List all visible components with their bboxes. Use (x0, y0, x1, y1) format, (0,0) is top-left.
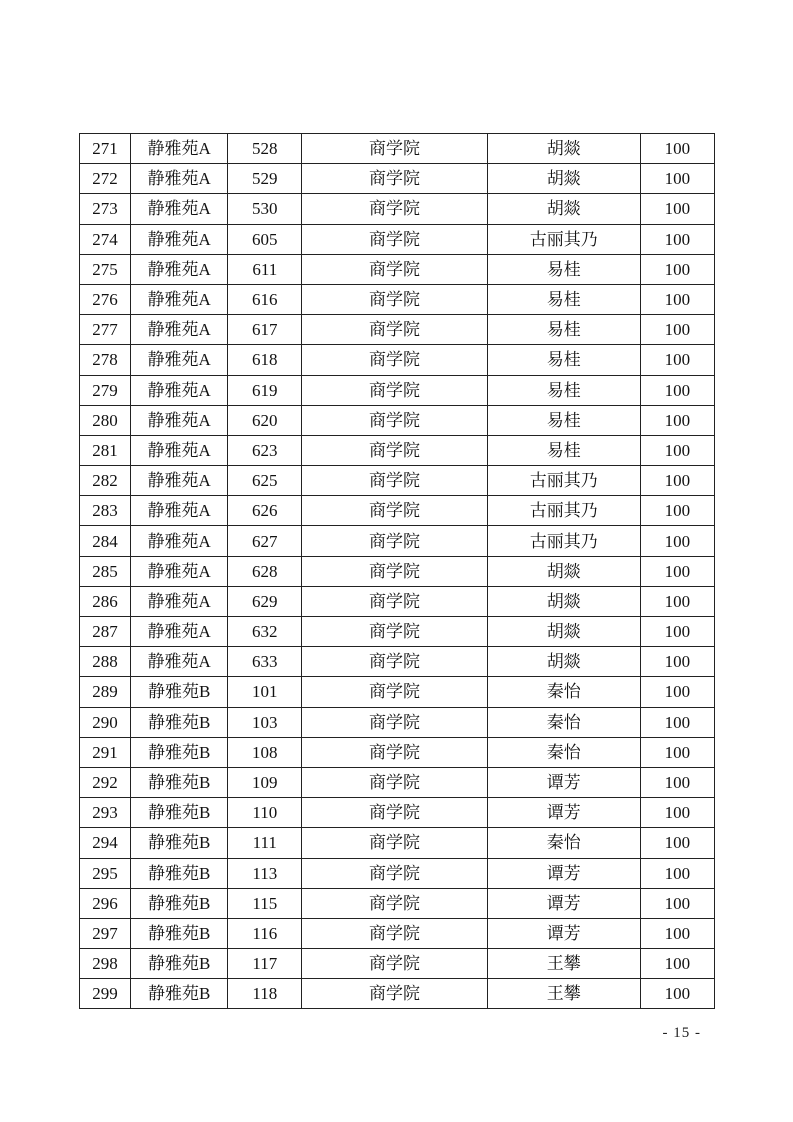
room-cell: 103 (228, 707, 302, 737)
counselor-cell: 古丽其乃 (487, 496, 640, 526)
score-cell: 100 (640, 586, 714, 616)
college-cell: 商学院 (302, 164, 487, 194)
row-number-cell: 293 (80, 798, 131, 828)
building-cell: 静雅苑B (131, 979, 228, 1009)
counselor-cell: 秦怡 (487, 828, 640, 858)
counselor-cell: 秦怡 (487, 707, 640, 737)
building-cell: 静雅苑A (131, 647, 228, 677)
building-cell: 静雅苑B (131, 949, 228, 979)
counselor-cell: 胡燚 (487, 647, 640, 677)
room-cell: 530 (228, 194, 302, 224)
room-cell: 113 (228, 858, 302, 888)
college-cell: 商学院 (302, 586, 487, 616)
table-row (80, 496, 715, 526)
score-cell: 100 (640, 556, 714, 586)
table-row (80, 858, 715, 888)
counselor-cell: 易桂 (487, 284, 640, 314)
building-cell: 静雅苑A (131, 405, 228, 435)
counselor-cell: 谭芳 (487, 767, 640, 797)
building-cell: 静雅苑A (131, 194, 228, 224)
table-row (80, 466, 715, 496)
score-cell: 100 (640, 526, 714, 556)
college-cell: 商学院 (302, 949, 487, 979)
table-row (80, 194, 715, 224)
room-cell: 616 (228, 284, 302, 314)
college-cell: 商学院 (302, 405, 487, 435)
row-number-cell: 296 (80, 888, 131, 918)
score-cell: 100 (640, 194, 714, 224)
table-row (80, 315, 715, 345)
row-number-cell: 286 (80, 586, 131, 616)
score-cell: 100 (640, 677, 714, 707)
counselor-cell: 谭芳 (487, 798, 640, 828)
row-number-cell: 285 (80, 556, 131, 586)
counselor-cell: 王攀 (487, 949, 640, 979)
building-cell: 静雅苑A (131, 466, 228, 496)
table-row (80, 375, 715, 405)
room-cell: 627 (228, 526, 302, 556)
college-cell: 商学院 (302, 918, 487, 948)
score-cell: 100 (640, 284, 714, 314)
row-number-cell: 291 (80, 737, 131, 767)
score-cell: 100 (640, 345, 714, 375)
college-cell: 商学院 (302, 315, 487, 345)
counselor-cell: 易桂 (487, 435, 640, 465)
building-cell: 静雅苑B (131, 798, 228, 828)
row-number-cell: 278 (80, 345, 131, 375)
row-number-cell: 271 (80, 134, 131, 164)
building-cell: 静雅苑A (131, 617, 228, 647)
counselor-cell: 胡燚 (487, 134, 640, 164)
row-number-cell: 284 (80, 526, 131, 556)
college-cell: 商学院 (302, 828, 487, 858)
college-cell: 商学院 (302, 858, 487, 888)
college-cell: 商学院 (302, 526, 487, 556)
row-number-cell: 279 (80, 375, 131, 405)
college-cell: 商学院 (302, 435, 487, 465)
counselor-cell: 古丽其乃 (487, 224, 640, 254)
table-row (80, 737, 715, 767)
counselor-cell: 易桂 (487, 254, 640, 284)
table-row (80, 949, 715, 979)
building-cell: 静雅苑A (131, 254, 228, 284)
counselor-cell: 谭芳 (487, 888, 640, 918)
college-cell: 商学院 (302, 224, 487, 254)
college-cell: 商学院 (302, 979, 487, 1009)
college-cell: 商学院 (302, 194, 487, 224)
table-row (80, 617, 715, 647)
row-number-cell: 275 (80, 254, 131, 284)
room-cell: 111 (228, 828, 302, 858)
building-cell: 静雅苑A (131, 345, 228, 375)
table-row (80, 556, 715, 586)
room-cell: 620 (228, 405, 302, 435)
counselor-cell: 胡燚 (487, 617, 640, 647)
room-cell: 115 (228, 888, 302, 918)
table-row (80, 435, 715, 465)
college-cell: 商学院 (302, 134, 487, 164)
table-row (80, 586, 715, 616)
room-cell: 116 (228, 918, 302, 948)
score-cell: 100 (640, 617, 714, 647)
row-number-cell: 272 (80, 164, 131, 194)
score-cell: 100 (640, 315, 714, 345)
row-number-cell: 294 (80, 828, 131, 858)
college-cell: 商学院 (302, 677, 487, 707)
score-cell: 100 (640, 466, 714, 496)
college-cell: 商学院 (302, 556, 487, 586)
score-cell: 100 (640, 737, 714, 767)
college-cell: 商学院 (302, 737, 487, 767)
table-row (80, 526, 715, 556)
building-cell: 静雅苑A (131, 224, 228, 254)
building-cell: 静雅苑A (131, 586, 228, 616)
table-row (80, 979, 715, 1009)
counselor-cell: 古丽其乃 (487, 466, 640, 496)
building-cell: 静雅苑A (131, 315, 228, 345)
table-row (80, 405, 715, 435)
building-cell: 静雅苑A (131, 375, 228, 405)
table-row (80, 677, 715, 707)
row-number-cell: 290 (80, 707, 131, 737)
row-number-cell: 281 (80, 435, 131, 465)
college-cell: 商学院 (302, 888, 487, 918)
table-row (80, 224, 715, 254)
table-row (80, 767, 715, 797)
room-cell: 118 (228, 979, 302, 1009)
row-number-cell: 297 (80, 918, 131, 948)
college-cell: 商学院 (302, 647, 487, 677)
row-number-cell: 287 (80, 617, 131, 647)
room-cell: 108 (228, 737, 302, 767)
room-cell: 110 (228, 798, 302, 828)
table-row (80, 345, 715, 375)
room-cell: 611 (228, 254, 302, 284)
college-cell: 商学院 (302, 466, 487, 496)
row-number-cell: 277 (80, 315, 131, 345)
room-cell: 626 (228, 496, 302, 526)
room-cell: 628 (228, 556, 302, 586)
college-cell: 商学院 (302, 375, 487, 405)
building-cell: 静雅苑A (131, 284, 228, 314)
building-cell: 静雅苑A (131, 164, 228, 194)
table-row (80, 707, 715, 737)
score-cell: 100 (640, 767, 714, 797)
counselor-cell: 古丽其乃 (487, 526, 640, 556)
room-cell: 117 (228, 949, 302, 979)
room-cell: 629 (228, 586, 302, 616)
building-cell: 静雅苑A (131, 496, 228, 526)
counselor-cell: 胡燚 (487, 194, 640, 224)
building-cell: 静雅苑B (131, 888, 228, 918)
building-cell: 静雅苑A (131, 435, 228, 465)
score-cell: 100 (640, 164, 714, 194)
score-cell: 100 (640, 496, 714, 526)
row-number-cell: 292 (80, 767, 131, 797)
table-row (80, 918, 715, 948)
row-number-cell: 283 (80, 496, 131, 526)
college-cell: 商学院 (302, 617, 487, 647)
row-number-cell: 273 (80, 194, 131, 224)
college-cell: 商学院 (302, 767, 487, 797)
counselor-cell: 易桂 (487, 315, 640, 345)
building-cell: 静雅苑B (131, 918, 228, 948)
table-row (80, 284, 715, 314)
table-row (80, 647, 715, 677)
room-cell: 633 (228, 647, 302, 677)
score-cell: 100 (640, 918, 714, 948)
college-cell: 商学院 (302, 254, 487, 284)
room-cell: 617 (228, 315, 302, 345)
row-number-cell: 280 (80, 405, 131, 435)
college-cell: 商学院 (302, 345, 487, 375)
row-number-cell: 295 (80, 858, 131, 888)
score-cell: 100 (640, 828, 714, 858)
counselor-cell: 胡燚 (487, 164, 640, 194)
counselor-cell: 秦怡 (487, 677, 640, 707)
room-cell: 625 (228, 466, 302, 496)
table-body (80, 134, 715, 1009)
college-cell: 商学院 (302, 798, 487, 828)
room-cell: 618 (228, 345, 302, 375)
page-number: - 15 - (662, 1025, 701, 1041)
room-cell: 109 (228, 767, 302, 797)
building-cell: 静雅苑B (131, 737, 228, 767)
row-number-cell: 298 (80, 949, 131, 979)
building-cell: 静雅苑B (131, 677, 228, 707)
dormitory-score-table (79, 133, 715, 1009)
row-number-cell: 276 (80, 284, 131, 314)
room-cell: 623 (228, 435, 302, 465)
room-cell: 528 (228, 134, 302, 164)
room-cell: 529 (228, 164, 302, 194)
counselor-cell: 谭芳 (487, 858, 640, 888)
room-cell: 619 (228, 375, 302, 405)
row-number-cell: 288 (80, 647, 131, 677)
counselor-cell: 易桂 (487, 405, 640, 435)
table-row (80, 798, 715, 828)
score-cell: 100 (640, 858, 714, 888)
building-cell: 静雅苑A (131, 526, 228, 556)
row-number-cell: 282 (80, 466, 131, 496)
building-cell: 静雅苑A (131, 556, 228, 586)
table-row (80, 164, 715, 194)
table-row (80, 254, 715, 284)
counselor-cell: 易桂 (487, 345, 640, 375)
score-cell: 100 (640, 647, 714, 677)
table-row (80, 888, 715, 918)
counselor-cell: 易桂 (487, 375, 640, 405)
table-row (80, 134, 715, 164)
college-cell: 商学院 (302, 707, 487, 737)
room-cell: 632 (228, 617, 302, 647)
score-cell: 100 (640, 979, 714, 1009)
building-cell: 静雅苑B (131, 767, 228, 797)
score-cell: 100 (640, 254, 714, 284)
building-cell: 静雅苑B (131, 707, 228, 737)
college-cell: 商学院 (302, 284, 487, 314)
counselor-cell: 王攀 (487, 979, 640, 1009)
counselor-cell: 谭芳 (487, 918, 640, 948)
building-cell: 静雅苑A (131, 134, 228, 164)
score-cell: 100 (640, 888, 714, 918)
row-number-cell: 299 (80, 979, 131, 1009)
room-cell: 605 (228, 224, 302, 254)
score-cell: 100 (640, 949, 714, 979)
counselor-cell: 胡燚 (487, 556, 640, 586)
counselor-cell: 秦怡 (487, 737, 640, 767)
score-cell: 100 (640, 134, 714, 164)
row-number-cell: 274 (80, 224, 131, 254)
building-cell: 静雅苑B (131, 858, 228, 888)
score-cell: 100 (640, 707, 714, 737)
building-cell: 静雅苑B (131, 828, 228, 858)
score-cell: 100 (640, 405, 714, 435)
counselor-cell: 胡燚 (487, 586, 640, 616)
row-number-cell: 289 (80, 677, 131, 707)
score-cell: 100 (640, 435, 714, 465)
score-cell: 100 (640, 375, 714, 405)
table-row (80, 828, 715, 858)
room-cell: 101 (228, 677, 302, 707)
score-cell: 100 (640, 224, 714, 254)
college-cell: 商学院 (302, 496, 487, 526)
score-cell: 100 (640, 798, 714, 828)
